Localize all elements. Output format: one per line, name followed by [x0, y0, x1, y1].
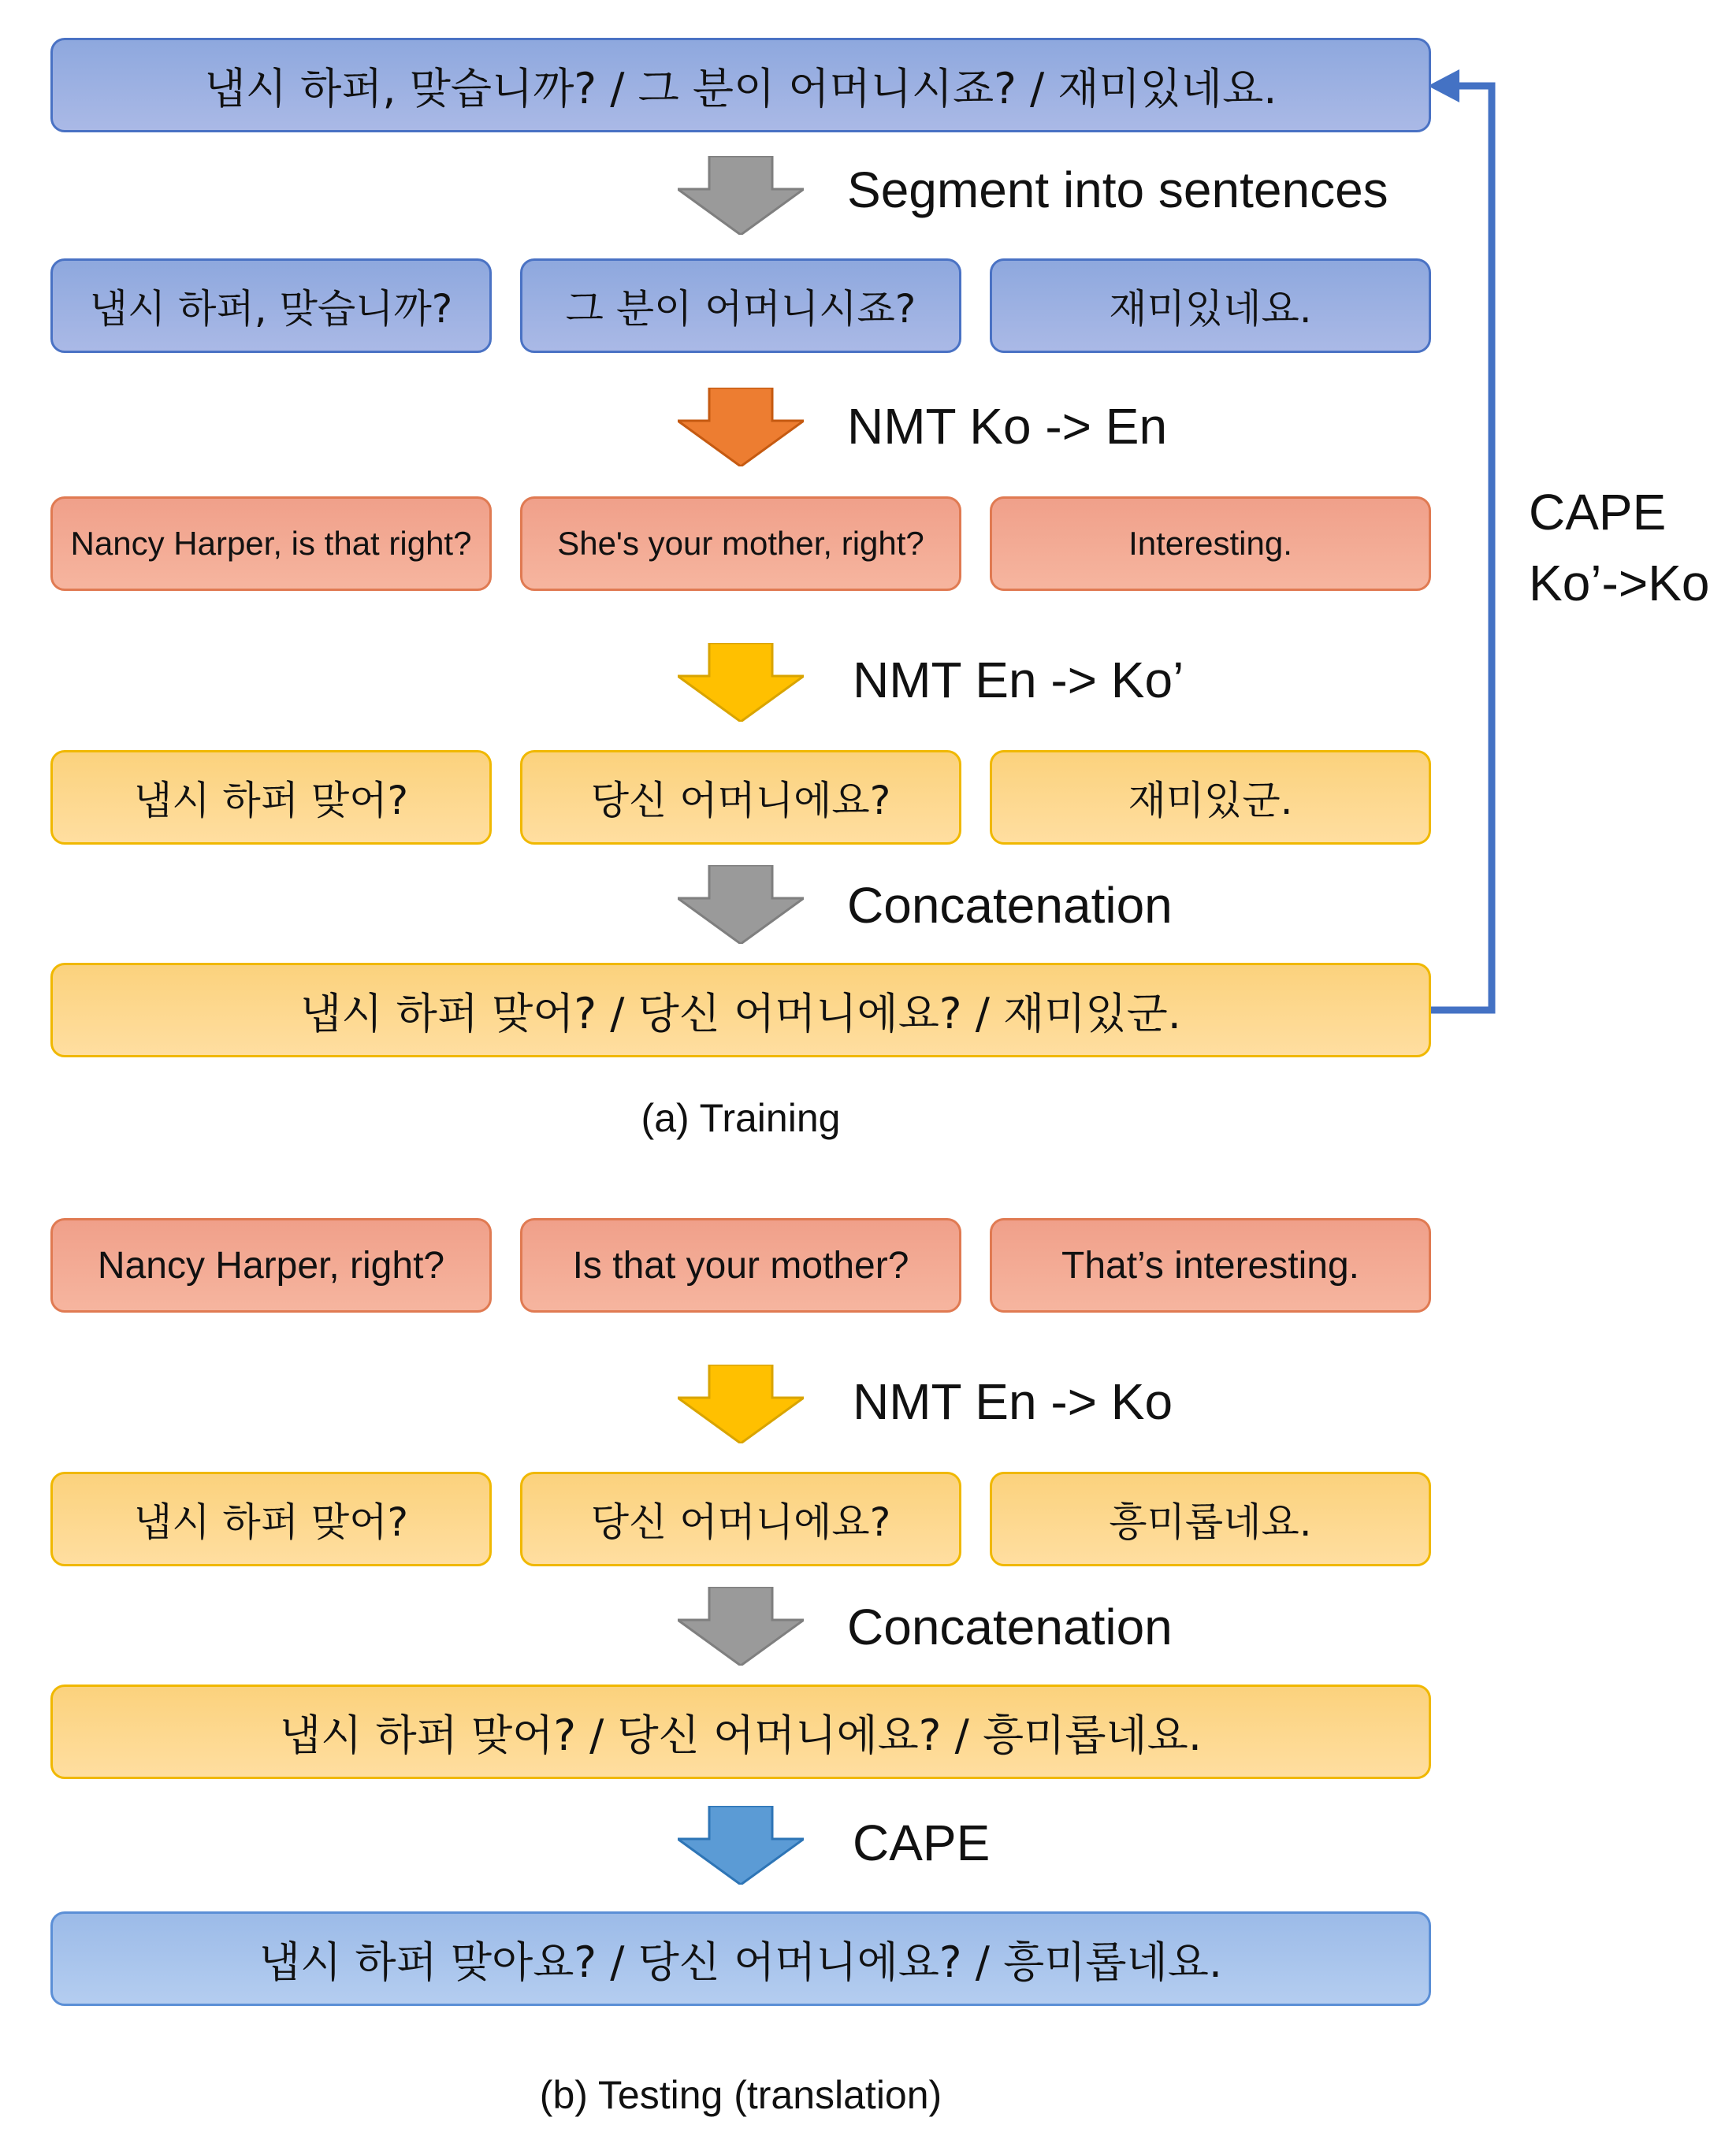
nmt-en-koprime-step-label: NMT En -> Ko’ [853, 652, 1184, 708]
sentence-text: Is that your mother? [572, 1244, 909, 1287]
sentence-text: 냅시 하퍼, 맞습니까? [89, 286, 453, 332]
sentence-text: 냅시 하퍼 맞어? [133, 1499, 409, 1545]
nmt-en-ko-step-label: NMT En -> Ko [853, 1373, 1173, 1430]
cape-side-label-line1: CAPE [1529, 484, 1667, 540]
concatenated-text: 냅시 하퍼 맞어? / 당신 어머니에요? / 흥미롭네요. [280, 1710, 1202, 1760]
feedback-line [1431, 86, 1492, 1010]
training-caption: (a) Training [641, 1096, 841, 1140]
training-ko-sentence-2 [520, 258, 961, 353]
concatenated-text: 냅시 하퍼 맞어? / 당신 어머니에요? / 재미있군. [300, 988, 1181, 1038]
orange-down-arrow-icon [678, 388, 804, 466]
sentence-text: 그 분이 어머니시죠? [565, 286, 916, 332]
sentence-text: 당신 어머니에요? [590, 1499, 891, 1545]
concatenation-step-label: Concatenation [847, 877, 1173, 934]
testing-concatenation-step-label: Concatenation [847, 1599, 1173, 1655]
testing-en-sentence-3 [990, 1218, 1431, 1313]
training-ko-sentence-3 [990, 258, 1431, 353]
yellow-down-arrow-icon [678, 643, 804, 722]
training-concatenated-output [50, 963, 1431, 1057]
gray-down-arrow-icon [678, 865, 804, 944]
feedback-arrowhead [1428, 69, 1459, 102]
sentence-text: Nancy Harper, right? [97, 1244, 445, 1287]
segment-step-label: Segment into sentences [847, 162, 1388, 218]
testing-caption: (b) Testing (translation) [539, 2073, 942, 2117]
cape-output-text: 냅시 하퍼 맞아요? / 당신 어머니에요? / 흥미롭네요. [258, 1937, 1223, 1987]
testing-en-sentence-2 [520, 1218, 961, 1313]
sentence-text: 재미있네요. [1109, 286, 1312, 332]
testing-en-sentence-1 [50, 1218, 492, 1313]
testing-cape-output [50, 1911, 1431, 2006]
training-en-sentence-3 [990, 496, 1431, 591]
training-ko-sentence-1 [50, 258, 492, 353]
testing-ko-sentence-3 [990, 1472, 1431, 1566]
testing-concatenated-output [50, 1685, 1431, 1779]
training-en-sentence-2 [520, 496, 961, 591]
yellow-down-arrow-icon [678, 1365, 804, 1443]
gray-down-arrow-icon [678, 156, 804, 235]
training-en-sentence-1 [50, 496, 492, 591]
testing-ko-sentence-1 [50, 1472, 492, 1566]
cape-side-label [1529, 477, 1709, 618]
sentence-text: She's your mother, right? [557, 525, 924, 562]
cape-step-label: CAPE [853, 1815, 991, 1871]
sentence-text: 재미있군. [1128, 778, 1293, 823]
training-input-text: 냅시 하퍼, 맞습니까? / 그 분이 어머니시죠? / 재미있네요. [204, 63, 1277, 113]
sentence-text: 흥미롭네요. [1109, 1499, 1312, 1545]
cape-side-label-line2: Ko’->Ko [1529, 555, 1710, 611]
sentence-text: Interesting. [1128, 525, 1292, 562]
training-koprime-sentence-1 [50, 750, 492, 845]
training-koprime-sentence-2 [520, 750, 961, 845]
training-koprime-sentence-3 [990, 750, 1431, 845]
sentence-text: 당신 어머니에요? [590, 778, 891, 823]
sentence-text: 냅시 하퍼 맞어? [133, 778, 409, 823]
testing-ko-sentence-2 [520, 1472, 961, 1566]
sentence-text: That’s interesting. [1061, 1244, 1359, 1287]
training-input-paragraph [50, 38, 1431, 132]
gray-down-arrow-icon [678, 1587, 804, 1666]
sentence-text: Nancy Harper, is that right? [70, 525, 472, 562]
blue-down-arrow-icon [678, 1806, 804, 1885]
nmt-ko-en-step-label: NMT Ko -> En [847, 398, 1168, 455]
